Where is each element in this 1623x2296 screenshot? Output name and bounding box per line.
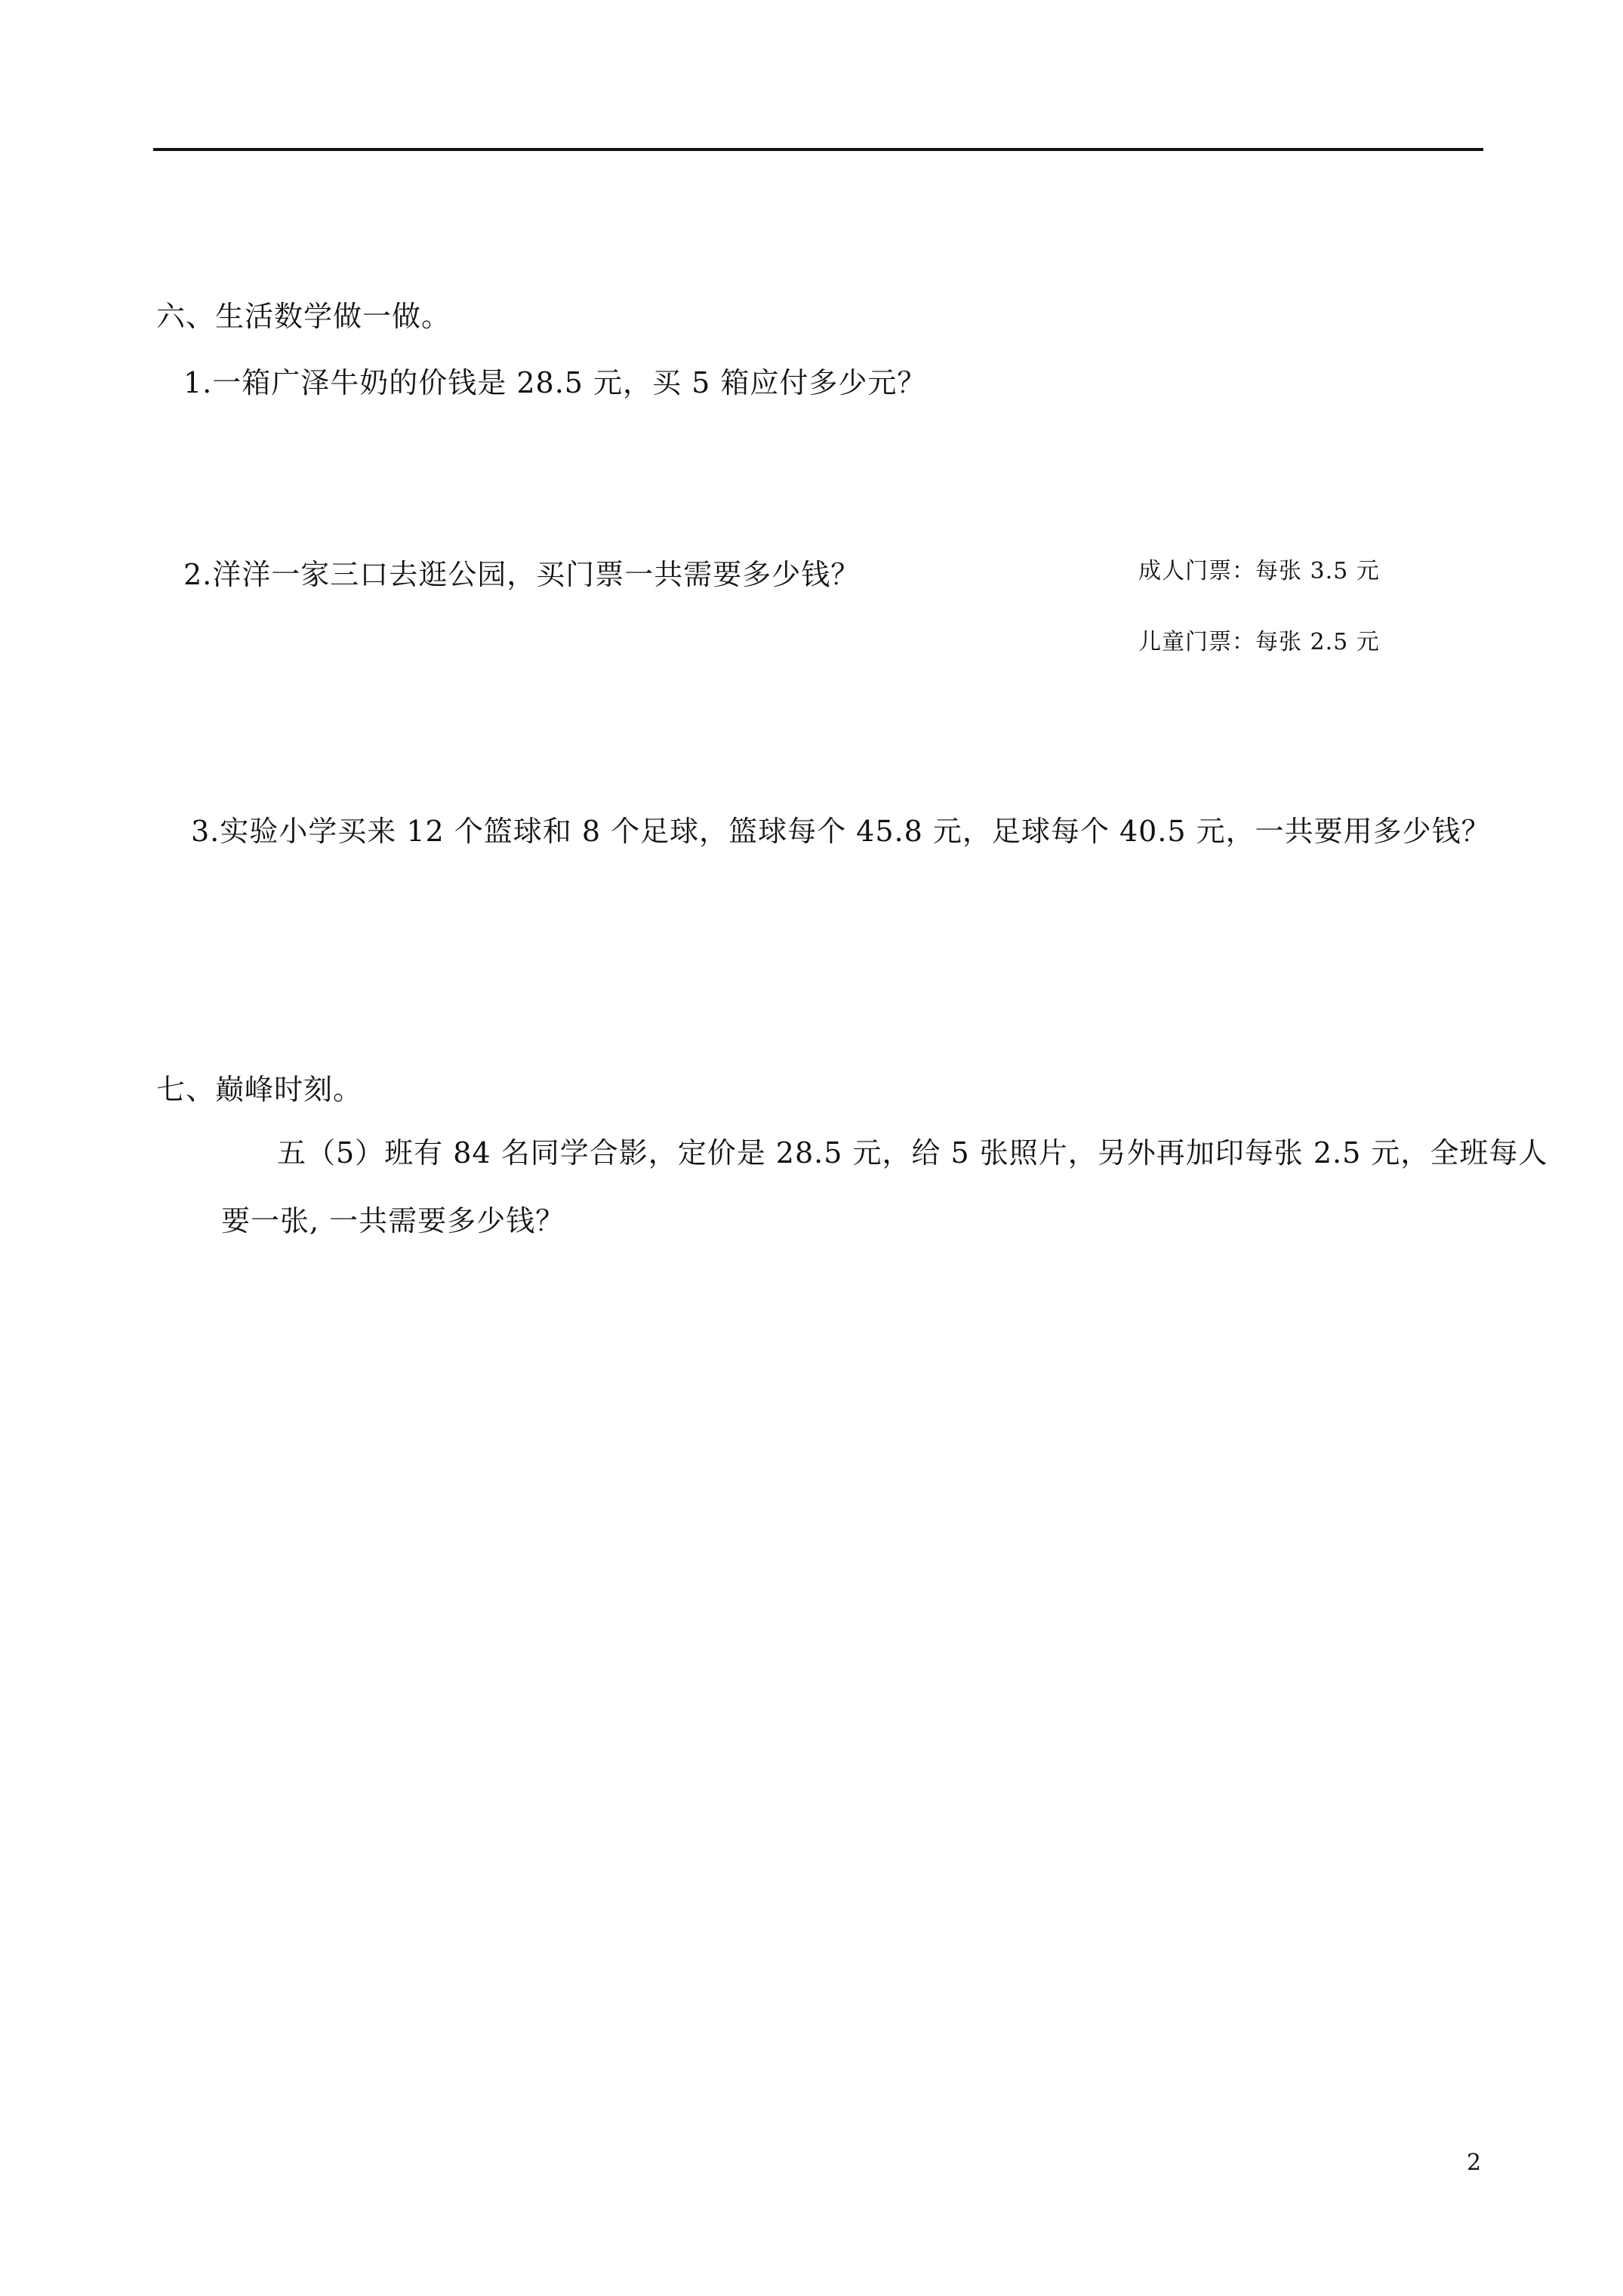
page-number: 2 [1467, 2150, 1482, 2176]
adult-ticket-price: 成人门票：每张 3.5 元 [1138, 558, 1380, 584]
question-1: 1.一箱广泽牛奶的价钱是 28.5 元，买 5 箱应付多少元？ [183, 366, 927, 399]
question-2: 2.洋洋一家三口去逛公园，买门票一共需要多少钱？ [183, 558, 861, 591]
final-problem-line-1: 五（5）班有 84 名同学合影，定价是 28.5 元，给 5 张照片，另外再加印每张 2.5 元，全班每人 [277, 1136, 1548, 1170]
question-3: 3.实验小学买来 12 个篮球和 8 个足球，篮球每个 45.8 元，足球每个 40.5 元，一共要用多少钱？ [191, 815, 1491, 848]
section-six-heading: 六、生活数学做一做。 [156, 300, 451, 333]
header-rule [153, 148, 1483, 151]
child-ticket-price: 儿童门票：每张 2.5 元 [1138, 629, 1380, 655]
section-seven-heading: 七、巅峰时刻。 [156, 1073, 363, 1106]
final-problem-line-2: 要一张, 一共需要多少钱？ [221, 1204, 565, 1237]
